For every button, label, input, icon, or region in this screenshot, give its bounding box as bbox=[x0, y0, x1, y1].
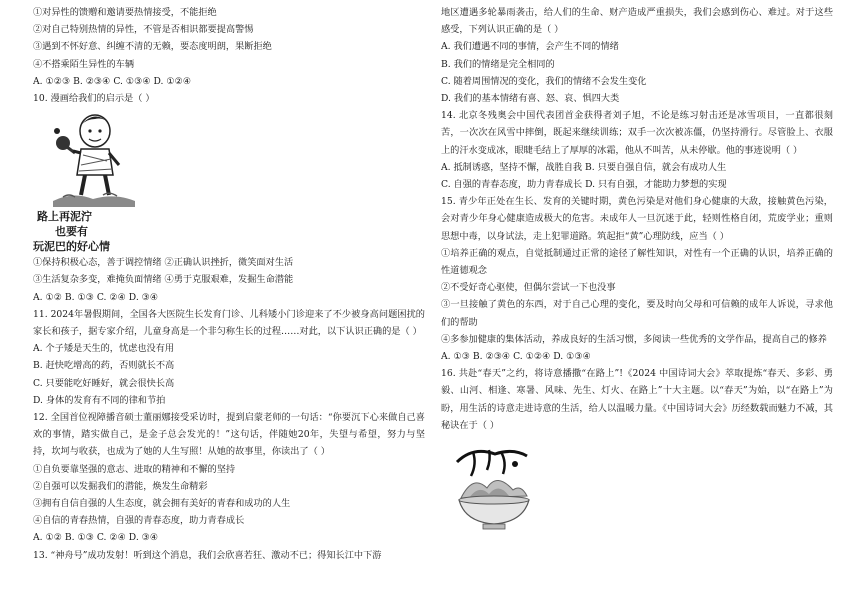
q15-option-3: ③一旦接触了黄色的东西，对于自己心理的变化，要及时向父母和可信赖的成年人诉说，寻求他们的帮助 bbox=[441, 299, 833, 328]
chinese-poetry-conference-logo-icon bbox=[443, 438, 537, 534]
q12-option-4: ④自信的青春热情，自强的青春态度，助力青春成长 bbox=[33, 515, 245, 527]
q12-option-1: ①自负要靠坚强的意志、进取的精神和不懈的坚持 bbox=[33, 463, 236, 475]
q13-option-a: A. 我们遭遇不同的事情，会产生不同的情绪 bbox=[441, 41, 619, 53]
q13-stem-start: 13. “神舟号”成功发射！听到这个消息，我们会欣喜若狂、激动不已；得知长江中下游 bbox=[33, 549, 382, 561]
right-column bbox=[441, 4, 833, 534]
q11-option-c: C. 只要能吃好睡好，就会很快长高 bbox=[33, 377, 175, 389]
q11-stem: 11. 2024年暑假期间，全国各大医院生长发育门诊、儿科矮小门诊迎来了不少被身高问题困扰的家长和孩子，据专家介绍，儿童身高是一个非匀称生长的过程……对此，以下认识正确的是（ ） bbox=[33, 308, 425, 338]
q12-option-3: ③拥有自信自强的人生态度，就会拥有美好的青春和成功的人生 bbox=[33, 498, 291, 510]
q10-answers: A. ①② B. ①③ C. ②④ D. ③④ bbox=[33, 291, 159, 303]
cartoon-caption-line-3: 玩泥巴的好心情 bbox=[33, 240, 110, 254]
q9-option-2: ②对自己特别热情的异性，不管是否相识都要提高警惕 bbox=[33, 24, 254, 36]
q11-option-d: D. 身体的发育有不同的律和节拍 bbox=[33, 394, 166, 406]
q10-stem: 10. 漫画给我们的启示是（ ） bbox=[33, 93, 155, 105]
q15-option-4: ④多参加健康的集体活动，养成良好的生活习惯，多阅读一些优秀的文学作品，提高自己的修养 bbox=[441, 333, 827, 345]
left-column bbox=[33, 4, 425, 564]
q11-option-b: B. 赶快吃增高的药，否则就长不高 bbox=[33, 360, 175, 372]
q13-option-c: C. 随着周围情况的变化，我们的情绪不会发生变化 bbox=[441, 75, 647, 87]
q13-option-d: D. 我们的基本情绪有喜、怒、哀、惧四大类 bbox=[441, 93, 620, 105]
q16-stem: 16. 共赴“春天”之约，将诗意播撒“在路上”!《2024 中国诗词大会》萃取提炼“春天、多彩、勇毅、山河、相逢、寒暑、风味、先生、灯火、在路上”十大主题。以“春天”为始，以“在路上”为盼，用生活的诗意走进诗意的生活，给人以温暖力量。《中国诗词大会》历经数载而魅力不减，其秘诀在于（ ） bbox=[441, 368, 833, 431]
q10-cartoon-block bbox=[33, 109, 425, 254]
q13-stem-continued: 地区遭遇多轮暴雨袭击，给人们的生命、财产造成严重损失，我们会感到伤心、难过。对于这些感受，下列认识正确的是（ ） bbox=[441, 7, 833, 36]
q15-stem: 15. 青少年正处在生长、发育的关键时期，黄色污染是对他们身心健康的大敌，接触黄色污染，会对青少年身心健康造成极大的危害。未成年人一旦沉迷于此，轻则性格自闭，荒废学业；重则思想中毒，以身试法，走上犯罪道路。筑起拒“黄”心理防线，应当（ ） bbox=[441, 196, 833, 242]
q15-option-1: ①培养正确的观点，自觉抵制通过正常的途径了解性知识，对性有一个正确的认识，培养正确的性道德观念 bbox=[441, 247, 833, 277]
q15-option-2: ②不受好奇心驱使，但偶尔尝试一下也没事 bbox=[441, 282, 616, 294]
q13-option-b: B. 我们的情绪是完全相同的 bbox=[441, 58, 555, 70]
q10-option-row-1: ①保持积极心态，善于调控情绪 ②正确认识挫折，微笑面对生活 bbox=[33, 257, 294, 269]
q12-option-2: ②自强可以发掘我们的潜能，焕发生命精彩 bbox=[33, 480, 208, 492]
q11-option-a: A. 个子矮是天生的，忧虑也没有用 bbox=[33, 343, 175, 355]
q9-option-1: ①对异性的馈赠和邀请要热情接受，不能拒绝 bbox=[33, 7, 217, 18]
cartoon-caption-line-2: 也要有 bbox=[55, 225, 88, 239]
q15-answers: A. ①③ B. ②③④ C. ①②④ D. ①③④ bbox=[441, 351, 591, 363]
q9-answers: A. ①②③ B. ②③④ C. ①③④ D. ①②④ bbox=[33, 75, 192, 87]
q14-stem: 14. 北京冬残奥会中国代表团首金获得者刘子旭，不论是练习射击还是冰雪项目，一直都很刻苦，一次次在风雪中摔倒，既起来继续训练；双手一次次被冻僵，仍坚持滑行。尽管脸上、衣服上的汗水变成冰，眼睫毛结上了厚厚的冰霜，他从不叫苦，从未停歇。他的事迹说明（ ） bbox=[441, 110, 833, 156]
q9-option-3: ③遇到不怀好意、纠缠不清的无赖，要态度明朗，果断拒绝 bbox=[33, 41, 272, 53]
q14-option-row-2: C. 自强的青春态度，助力青春成长 D. 只有自强，才能助力梦想的实现 bbox=[441, 179, 727, 191]
q14-option-row-1: A. 抵制诱惑，坚持不懈，战胜自我 B. 只要自强自信，就会有成功人生 bbox=[441, 161, 727, 173]
q10-option-row-2: ③生活复杂多变，难掩负面情绪 ④勇于克服艰难，发掘生命潜能 bbox=[33, 274, 294, 286]
q12-stem: 12. 全国首位视障播音硕士董丽娜接受采访时，提到启蒙老师的一句话：“你要沉下心来做自己喜欢的事情，踏实做自己，是金子总会发光的！”这句话，伴随她20年，失望与希望，努力与坚持，坎坷与收获，也成为了她的人生写照！从她的故事里，你读出了（ ） bbox=[33, 412, 425, 458]
boy-playing-table-tennis-cartoon-icon bbox=[43, 109, 143, 209]
q9-option-4: ④不搭乘陌生异性的车辆 bbox=[33, 58, 135, 70]
q12-answers: A. ①② B. ①③ C. ②④ D. ③④ bbox=[33, 532, 159, 544]
cartoon-caption-line-1: 路上再泥泞 bbox=[37, 210, 92, 224]
